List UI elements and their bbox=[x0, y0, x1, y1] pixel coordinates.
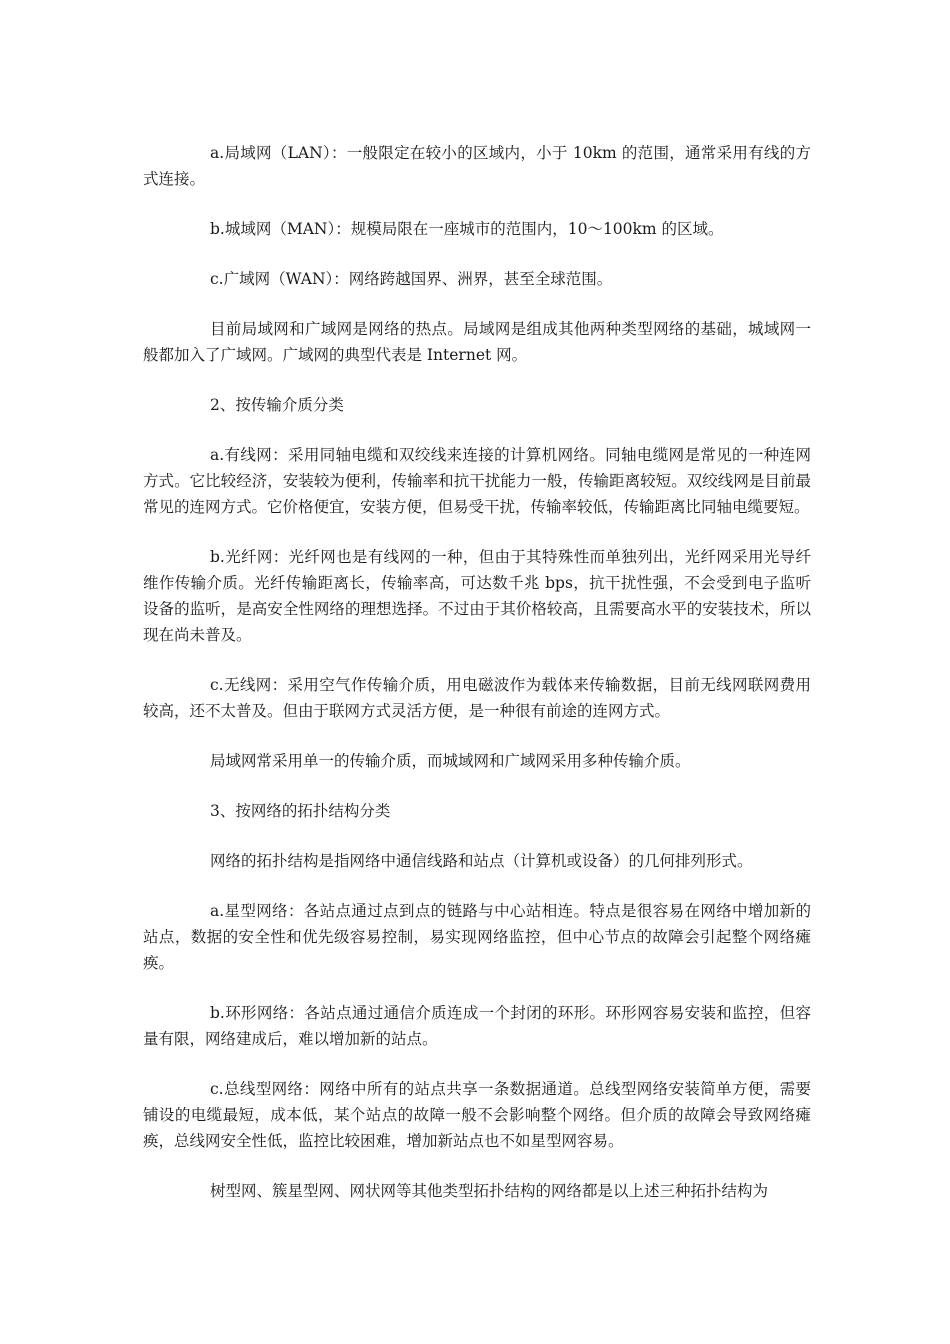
document-body bbox=[143, 140, 811, 1228]
section-heading-transmission-media: 2、按传输介质分类 bbox=[210, 396, 344, 414]
paragraph-lan-wan-summary: 目前局域网和广域网是网络的热点。局域网是组成其他两种类型网络的基础，城域网一般都加入了广域网。广域网的典型代表是 Internet 网。 bbox=[143, 320, 811, 364]
paragraph-man: b.城域网（MAN）：规模局限在一座城市的范围内，10～100km 的区域。 bbox=[210, 220, 724, 238]
paragraph-wired-network: a.有线网：采用同轴电缆和双绞线来连接的计算机网络。同轴电缆网是常见的一种连网方式。它比较经济，安装较为便利，传输率和抗干扰能力一般，传输距离较短。双绞线网是目前最常见的连网方式。它价格便宜，安装方便，但易受干扰，传输率较低，传输距离比同轴电缆要短。 bbox=[143, 446, 811, 516]
paragraph-lan: a.局域网（LAN）：一般限定在较小的区域内，小于 10km 的范围，通常采用有线的方式连接。 bbox=[143, 144, 811, 188]
paragraph-wan: c.广域网（WAN）：网络跨越国界、洲界，甚至全球范围。 bbox=[210, 270, 613, 288]
paragraph-fiber-network: b.光纤网：光纤网也是有线网的一种，但由于其特殊性而单独列出，光纤网采用光导纤维作传输介质。光纤传输距离长，传输率高，可达数千兆 bps，抗干扰性强，不会受到电子监听设备的监听，是高安全性网络的理想选择。不过由于其价格较高，且需要高水平的安装技术，所以现在尚未普及。 bbox=[143, 548, 811, 644]
paragraph-media-summary: 局域网常采用单一的传输介质，而城域网和广域网采用多种传输介质。 bbox=[210, 752, 691, 770]
paragraph-bus-network: c.总线型网络：网络中所有的站点共享一条数据通道。总线型网络安装简单方便，需要铺设的电缆最短，成本低，某个站点的故障一般不会影响整个网络。但介质的故障会导致网络瘫痪，总线网安全性低，监控比较困难，增加新站点也不如星型网容易。 bbox=[143, 1080, 811, 1150]
paragraph-topology-definition: 网络的拓扑结构是指网络中通信线路和站点（计算机或设备）的几何排列形式。 bbox=[210, 852, 753, 870]
paragraph-wireless-network: c.无线网：采用空气作传输介质，用电磁波作为载体来传输数据，目前无线网联网费用较高，还不太普及。但由于联网方式灵活方便，是一种很有前途的连网方式。 bbox=[143, 676, 811, 720]
section-heading-topology: 3、按网络的拓扑结构分类 bbox=[210, 802, 391, 820]
paragraph-ring-network: b.环形网络：各站点通过通信介质连成一个封闭的环形。环形网容易安装和监控，但容量有限，网络建成后，难以增加新的站点。 bbox=[143, 1004, 811, 1048]
paragraph-other-topologies: 树型网、簇星型网、网状网等其他类型拓扑结构的网络都是以上述三种拓扑结构为 bbox=[210, 1182, 769, 1200]
paragraph-star-network: a.星型网络：各站点通过点到点的链路与中心站相连。特点是很容易在网络中增加新的站点，数据的安全性和优先级容易控制，易实现网络监控，但中心节点的故障会引起整个网络瘫痪。 bbox=[143, 902, 811, 972]
